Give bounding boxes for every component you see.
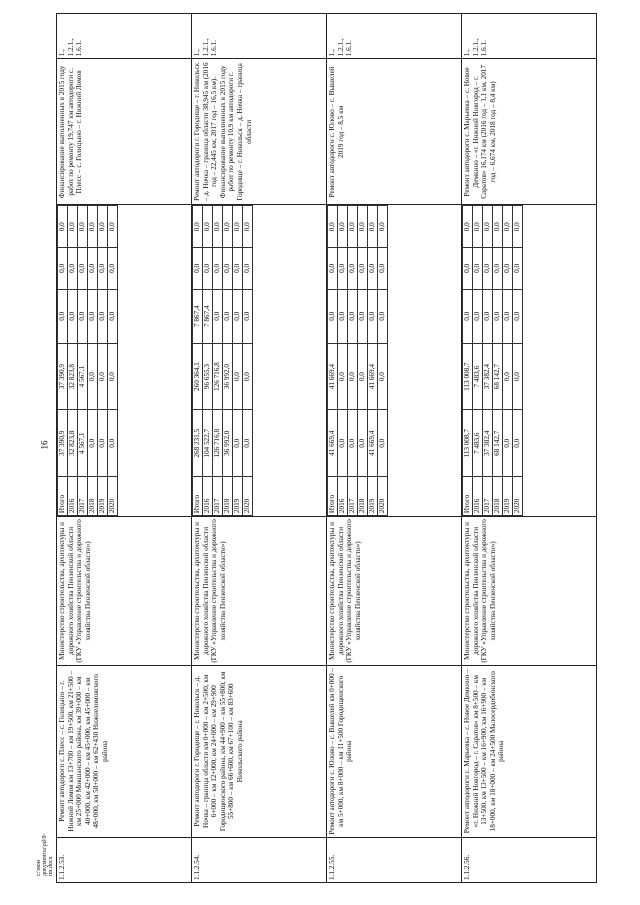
value-local: 0,0 xyxy=(233,248,243,290)
value-regional: 113 008,7 xyxy=(463,343,473,410)
row-description: Ремонт автодороги с. Юлово – с. Вышелей км 0+000 – км 5+000, км 8+000 – км 11+500 Городищенского района xyxy=(327,665,462,837)
value-federal: 0,0 xyxy=(358,289,368,343)
row-description: Ремонт автодороги с. Марьевка – с. Новое Демкино – «г. Нижний Новгород – г. Саратов» км 8+500 – км 13+500, км 13+500 – км 16+900, км 16+900 – км 18+000, км 18+000 – км 24+500 Малосердобинского района xyxy=(462,665,597,837)
value-federal: 0,0 xyxy=(348,289,358,343)
program-table xyxy=(56,13,597,883)
code-line: 1., xyxy=(58,49,66,57)
value-other: 0,0 xyxy=(358,206,368,248)
value-total: 36 992,0 xyxy=(223,410,233,477)
row-executor: Министерство строительства, архитектуры и дорожного хозяйства Пензенской области (ГКУ «Управление строительства и дорожного хозяйства Пензенской области») xyxy=(327,517,462,666)
value-federal: 0,0 xyxy=(503,289,513,343)
value-regional: 7 483,6 xyxy=(473,343,483,410)
row-codes xyxy=(192,14,327,59)
value-local: 0,0 xyxy=(58,248,68,290)
value-other: 0,0 xyxy=(378,206,388,248)
value-regional: 37 390,9 xyxy=(58,343,68,410)
finance-row xyxy=(328,206,338,516)
value-regional: 260 364,1 xyxy=(193,343,203,410)
value-total: 32 823,8 xyxy=(68,410,78,477)
year-cell: Итого xyxy=(58,477,68,516)
row-number: 1.1.2.55. xyxy=(327,837,462,882)
value-other: 0,0 xyxy=(68,206,78,248)
value-federal: 0,0 xyxy=(338,289,348,343)
value-regional: 0,0 xyxy=(243,343,253,410)
value-local: 0,0 xyxy=(473,248,483,290)
value-total: 0,0 xyxy=(358,410,368,477)
value-total: 0,0 xyxy=(243,410,253,477)
value-regional: 36 992,0 xyxy=(223,343,233,410)
value-other: 0,0 xyxy=(338,206,348,248)
value-total: 0,0 xyxy=(338,410,348,477)
value-other: 0,0 xyxy=(503,206,513,248)
value-regional: 37 382,4 xyxy=(483,343,493,410)
code-line: 1.6.1. xyxy=(345,40,354,57)
year-cell: 2020 xyxy=(513,477,523,516)
value-total: 0,0 xyxy=(233,410,243,477)
value-total: 41 669,4 xyxy=(368,410,378,477)
value-local: 0,0 xyxy=(88,248,98,290)
value-local: 0,0 xyxy=(493,248,503,290)
finance-block xyxy=(462,205,597,517)
value-other: 0,0 xyxy=(493,206,503,248)
footer-path: c:\мои документы\pd\9-пп.docx xyxy=(36,833,54,876)
value-regional: 41 669,4 xyxy=(368,343,378,410)
finance-row xyxy=(483,206,493,516)
row-executor: Министерство строительства, архитектуры и дорожного хозяйства Пензенской области (ГКУ «Управление строительства и дорожного хозяйства Пензенской области») xyxy=(57,517,192,666)
year-cell: 2020 xyxy=(243,477,253,516)
code-line: 1.2.1., xyxy=(201,38,210,57)
value-regional: 0,0 xyxy=(98,343,108,410)
finance-row xyxy=(493,206,503,516)
value-federal: 7 867,4 xyxy=(193,289,203,343)
finance-row xyxy=(223,206,233,516)
row-codes xyxy=(57,14,192,59)
value-total: 68 142,7 xyxy=(493,410,503,477)
finance-row xyxy=(193,206,203,516)
value-total: 0,0 xyxy=(88,410,98,477)
finance-row xyxy=(473,206,483,516)
table-row xyxy=(462,14,597,883)
year-cell: 2019 xyxy=(233,477,243,516)
value-total: 104 522,7 xyxy=(203,410,213,477)
value-local: 0,0 xyxy=(213,248,223,290)
finance-row xyxy=(243,206,253,516)
value-total: 0,0 xyxy=(378,410,388,477)
finance-row xyxy=(348,206,358,516)
value-other: 0,0 xyxy=(78,206,88,248)
value-total: 0,0 xyxy=(513,410,523,477)
value-federal: 0,0 xyxy=(108,289,118,343)
finance-row xyxy=(463,206,473,516)
finance-block xyxy=(57,205,192,517)
value-total: 0,0 xyxy=(108,410,118,477)
value-regional: 0,0 xyxy=(233,343,243,410)
value-federal: 0,0 xyxy=(493,289,503,343)
value-federal: 0,0 xyxy=(213,289,223,343)
row-note: Ремонт автодороги с. Юлово – с. Вышелей 2019 год – 8,5 км xyxy=(327,59,462,205)
year-cell: 2020 xyxy=(108,477,118,516)
code-line: 1.6.1. xyxy=(210,40,219,57)
value-local: 0,0 xyxy=(78,248,88,290)
value-total: 0,0 xyxy=(98,410,108,477)
value-federal: 0,0 xyxy=(58,289,68,343)
value-local: 0,0 xyxy=(328,248,338,290)
value-local: 0,0 xyxy=(108,248,118,290)
value-federal: 0,0 xyxy=(463,289,473,343)
value-regional: 0,0 xyxy=(338,343,348,410)
value-regional: 0,0 xyxy=(348,343,358,410)
finance-row xyxy=(78,206,88,516)
row-note: Финансирование выполненных в 2015 году работ по ремонту 19,747 км автодороги с. Плесс – с. Голицыно – г. Нижний Ломов xyxy=(57,59,192,205)
value-total: 37 382,4 xyxy=(483,410,493,477)
value-federal: 0,0 xyxy=(68,289,78,343)
value-local: 0,0 xyxy=(463,248,473,290)
value-local: 0,0 xyxy=(243,248,253,290)
finance-subtable xyxy=(462,205,523,516)
value-local: 0,0 xyxy=(503,248,513,290)
finance-row xyxy=(233,206,243,516)
value-local: 0,0 xyxy=(358,248,368,290)
finance-row xyxy=(368,206,378,516)
value-total: 7 483,6 xyxy=(473,410,483,477)
value-total: 0,0 xyxy=(503,410,513,477)
value-federal: 0,0 xyxy=(78,289,88,343)
value-other: 0,0 xyxy=(243,206,253,248)
value-regional: 68 142,7 xyxy=(493,343,503,410)
value-local: 0,0 xyxy=(513,248,523,290)
value-regional: 0,0 xyxy=(378,343,388,410)
finance-row xyxy=(213,206,223,516)
year-cell: 2016 xyxy=(203,477,213,516)
value-local: 0,0 xyxy=(348,248,358,290)
page-number: 16 xyxy=(39,440,50,450)
finance-row xyxy=(58,206,68,516)
year-cell: 2017 xyxy=(348,477,358,516)
row-number: 1.1.2.53. xyxy=(57,837,192,882)
value-other: 0,0 xyxy=(203,206,213,248)
year-cell: 2019 xyxy=(503,477,513,516)
value-total: 4 567,1 xyxy=(78,410,88,477)
year-cell: 2017 xyxy=(483,477,493,516)
year-cell: 2016 xyxy=(338,477,348,516)
value-other: 0,0 xyxy=(463,206,473,248)
finance-block xyxy=(192,205,327,517)
year-cell: 2020 xyxy=(378,477,388,516)
value-other: 0,0 xyxy=(348,206,358,248)
finance-row xyxy=(88,206,98,516)
code-line: 1., xyxy=(193,49,201,57)
code-line: 1., xyxy=(328,49,336,57)
year-cell: 2019 xyxy=(98,477,108,516)
row-codes xyxy=(327,14,462,59)
value-local: 0,0 xyxy=(223,248,233,290)
year-cell: 2018 xyxy=(223,477,233,516)
value-local: 0,0 xyxy=(338,248,348,290)
value-other: 0,0 xyxy=(58,206,68,248)
value-federal: 0,0 xyxy=(88,289,98,343)
value-local: 0,0 xyxy=(203,248,213,290)
value-other: 0,0 xyxy=(483,206,493,248)
finance-block xyxy=(327,205,462,517)
year-cell: 2016 xyxy=(473,477,483,516)
value-local: 0,0 xyxy=(368,248,378,290)
value-regional: 96 655,3 xyxy=(203,343,213,410)
value-other: 0,0 xyxy=(233,206,243,248)
value-federal: 0,0 xyxy=(98,289,108,343)
finance-row xyxy=(378,206,388,516)
value-federal: 0,0 xyxy=(328,289,338,343)
finance-subtable xyxy=(57,205,118,516)
year-cell: 2017 xyxy=(213,477,223,516)
table-row xyxy=(192,14,327,883)
value-local: 0,0 xyxy=(98,248,108,290)
finance-row xyxy=(338,206,348,516)
rotated-table-page xyxy=(56,13,611,883)
value-other: 0,0 xyxy=(193,206,203,248)
value-regional: 41 669,4 xyxy=(328,343,338,410)
value-total: 41 669,4 xyxy=(328,410,338,477)
finance-row xyxy=(108,206,118,516)
value-federal: 0,0 xyxy=(483,289,493,343)
year-cell: 2018 xyxy=(358,477,368,516)
year-cell: Итого xyxy=(328,477,338,516)
value-total: 0,0 xyxy=(348,410,358,477)
value-local: 0,0 xyxy=(378,248,388,290)
code-line: 1.6.1. xyxy=(75,40,84,57)
value-local: 0,0 xyxy=(68,248,78,290)
value-other: 0,0 xyxy=(328,206,338,248)
value-regional: 4 567,1 xyxy=(78,343,88,410)
year-cell: 2019 xyxy=(368,477,378,516)
finance-row xyxy=(513,206,523,516)
code-line: 1.2.1., xyxy=(471,38,480,57)
finance-row xyxy=(358,206,368,516)
year-cell: 2018 xyxy=(88,477,98,516)
value-federal: 0,0 xyxy=(368,289,378,343)
value-other: 0,0 xyxy=(108,206,118,248)
finance-row xyxy=(68,206,78,516)
code-line: 1.2.1., xyxy=(336,38,345,57)
row-description: Ремонт автодороги с. Плесс – с. Голицыно – г. Нижний Ломов км 13+700 – км 19+500, км 21+500 – км 25+000 Мокшанского района, км 39+000 – км 40+000, км 42+000 – км 45+000, км 45+000 – км 48+000, км 58+000 – км 62+430 Нижнеломовского района xyxy=(57,665,192,837)
value-local: 0,0 xyxy=(193,248,203,290)
value-other: 0,0 xyxy=(513,206,523,248)
table-row xyxy=(327,14,462,883)
value-regional: 32 823,8 xyxy=(68,343,78,410)
value-federal: 0,0 xyxy=(223,289,233,343)
value-regional: 0,0 xyxy=(108,343,118,410)
code-line: 1.2.1., xyxy=(66,38,75,57)
year-cell: 2018 xyxy=(493,477,503,516)
value-regional: 0,0 xyxy=(88,343,98,410)
row-codes xyxy=(462,14,597,59)
value-local: 0,0 xyxy=(483,248,493,290)
value-regional: 126 716,8 xyxy=(213,343,223,410)
value-regional: 0,0 xyxy=(503,343,513,410)
value-regional: 0,0 xyxy=(513,343,523,410)
value-regional: 0,0 xyxy=(358,343,368,410)
value-federal: 7 867,4 xyxy=(203,289,213,343)
row-number: 1.1.2.56. xyxy=(462,837,597,882)
year-cell: Итого xyxy=(193,477,203,516)
row-note: Ремонт автодороги г. Городище – г. Никольск – д. Ночка – граница области 38,945 км (2016 год – 22,445 км, 2017 год – 16,5 км). Финансирование выполненных в 2015 году работ по ремонту 10,9 км автодороги г. Городище – г. Никольск – д. Ночка – граница области xyxy=(192,59,327,205)
value-other: 0,0 xyxy=(88,206,98,248)
year-cell: Итого xyxy=(463,477,473,516)
row-note: Ремонт автодороги с. Марьевка – с. Новое Демкино – «г. Нижний Новгород – г. Саратов» 16,174 км (2016 год – 1,1 км, 2017 год – 6,674 км, 2018 год – 8,4 км) xyxy=(462,59,597,205)
finance-subtable xyxy=(327,205,388,516)
value-other: 0,0 xyxy=(368,206,378,248)
finance-subtable xyxy=(192,205,253,516)
value-federal: 0,0 xyxy=(378,289,388,343)
row-number: 1.1.2.54. xyxy=(192,837,327,882)
value-other: 0,0 xyxy=(473,206,483,248)
row-executor: Министерство строительства, архитектуры и дорожного хозяйства Пензенской области (ГКУ «Управление строительства и дорожного хозяйства Пензенской области») xyxy=(192,517,327,666)
finance-row xyxy=(98,206,108,516)
finance-row xyxy=(503,206,513,516)
table-row xyxy=(57,14,192,883)
value-total: 37 390,9 xyxy=(58,410,68,477)
value-other: 0,0 xyxy=(213,206,223,248)
value-total: 126 716,8 xyxy=(213,410,223,477)
value-federal: 0,0 xyxy=(513,289,523,343)
value-other: 0,0 xyxy=(223,206,233,248)
code-line: 1., xyxy=(463,49,471,57)
value-total: 113 008,7 xyxy=(463,410,473,477)
row-executor: Министерство строительства, архитектуры и дорожного хозяйства Пензенской области (ГКУ «Управление строительства и дорожного хозяйства Пензенской области») xyxy=(462,517,597,666)
finance-row xyxy=(203,206,213,516)
value-total: 268 231,5 xyxy=(193,410,203,477)
value-federal: 0,0 xyxy=(233,289,243,343)
value-federal: 0,0 xyxy=(243,289,253,343)
year-cell: 2017 xyxy=(78,477,88,516)
code-line: 1.6.1. xyxy=(480,40,489,57)
value-other: 0,0 xyxy=(98,206,108,248)
value-federal: 0,0 xyxy=(473,289,483,343)
year-cell: 2016 xyxy=(68,477,78,516)
row-description: Ремонт автодороги г. Городище – г. Никольск – д. Ночка – граница области км 0+000 – км 2+500, км 6+000 – км 12+000, км 24+000 – км 29+900 Городищенского района, км 44+900 – км 55+800, км 55+800 – км 66+600, км 67+100 – км 83+600 Никольского района xyxy=(192,665,327,837)
